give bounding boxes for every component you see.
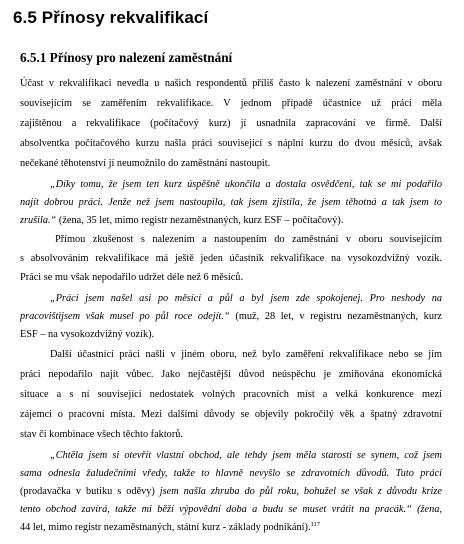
quote-line: najít dobrou práci. Jenže než jsem nastoupila, tak jsem zjistila, že jsem těhotná a tak jsem to (20, 197, 442, 208)
quote-text: jsem našla zhruba do půl roku, bohužel se však z důvodu krize (154, 486, 442, 497)
quote-line: sama odnesla žaludečními vředy, takže to hlavně nevyšlo se zdravotních důvodů. Tuto práci (20, 468, 442, 479)
quote-line: ESF – na vysokozdvižný vozík). (20, 329, 155, 340)
footnote-reference[interactable]: 117 (310, 521, 321, 528)
paragraph-line: absolventka počítačového kurzu našla práci související s náplní kurzu do dvou měsíců, avšak (20, 138, 442, 149)
paragraph-line: stav či kombinace všech těchto faktorů. (20, 429, 183, 440)
paragraph-line: nečekané těhotenství jí neumožnilo do zaměstnání nastoupit. (20, 158, 271, 169)
paragraph-line: Další účastníci práci našli v jiném oboru, než bylo zaměření rekvalifikace nebo se jim (50, 349, 442, 360)
section-heading: 6.5 Přínosy rekvalifikací (13, 8, 209, 27)
quote-line (20, 485, 442, 499)
paragraph-line: Účast v rekvalifikaci nevedla u našich respondentů příliš často k nalezení zaměstnání v oboru (20, 78, 442, 89)
paragraph-line: zajištěnou a rekvalifikace (počítačový kurz) jí usnadnila zapracování ve firmě. Další (20, 118, 442, 129)
quote-line (20, 310, 442, 324)
paragraph-line: zájemci o pracovní místa. Mezi dalšími důvody se objevily pokročilý věk a špatný zdravotní (20, 409, 442, 420)
paragraph-line: souvisejícím se zaměřením rekvalifikace. V jednom případě účastnice už práci měla (20, 98, 442, 109)
subsection-heading: 6.5.1 Přínosy pro nalezení zaměstnání (20, 50, 233, 65)
paragraph-line: Přímou zkušenost s nalezením a nastoupením do zaměstnání v oboru souvisejícím (55, 234, 442, 245)
quote-line (20, 214, 343, 228)
paragraph-line: s absolvováním rekvalifikace má ještě jeden účastník rekvalifikace na vysokozdvižný vozík. (20, 253, 442, 264)
quote-text: zrušila.“ (20, 215, 57, 226)
quote-line: „Práci jsem našel asi po měsíci a půl a byl jsem zde spokojenej. Pro neshody na (50, 293, 442, 304)
quote-attribution: (žena, 35 let, mimo registr nezaměstnaných, kurz ESF – počítačový). (56, 215, 344, 226)
quote-line (20, 521, 320, 535)
paragraph-line: práci nepodařilo najít vůbec. Jako nejčastější důvod neúspěchu je zmiňována ekonomická (20, 369, 442, 380)
quote-attribution: (muž, 28 let, v registru nezaměstnaných, kurz (229, 311, 442, 322)
quote-line: „Díky tomu, že jsem ten kurz úspěšně ukončila a dostala osvědčení, tak se mi podařilo (50, 179, 442, 190)
quote-line: „Chtěla jsem si otevřít vlastní obchod, ale tehdy jsem měla starosti se synem, což jsem (50, 450, 442, 461)
quote-text: (prodavačka v butiku s oděvy) (20, 486, 155, 497)
paragraph-line: situace a s ní související nedostatek volných pracovních míst a velká konkurence mezi (20, 389, 442, 400)
quote-text: pracovištìjsem však musel po půl roce odejít.“ (20, 311, 230, 322)
quote-attribution: 44 let, mimo registr nezaměstnaných, státní kurz - základy podnikání). (20, 522, 311, 533)
quote-line: tento obchod zavírá, takže mi běží výpovědní doba a budu se muset vrátit na pracák.“ (žena, (20, 504, 442, 515)
paragraph-line: Práci se mu však nepodařilo udržet déle než 6 měsíců. (20, 272, 244, 283)
